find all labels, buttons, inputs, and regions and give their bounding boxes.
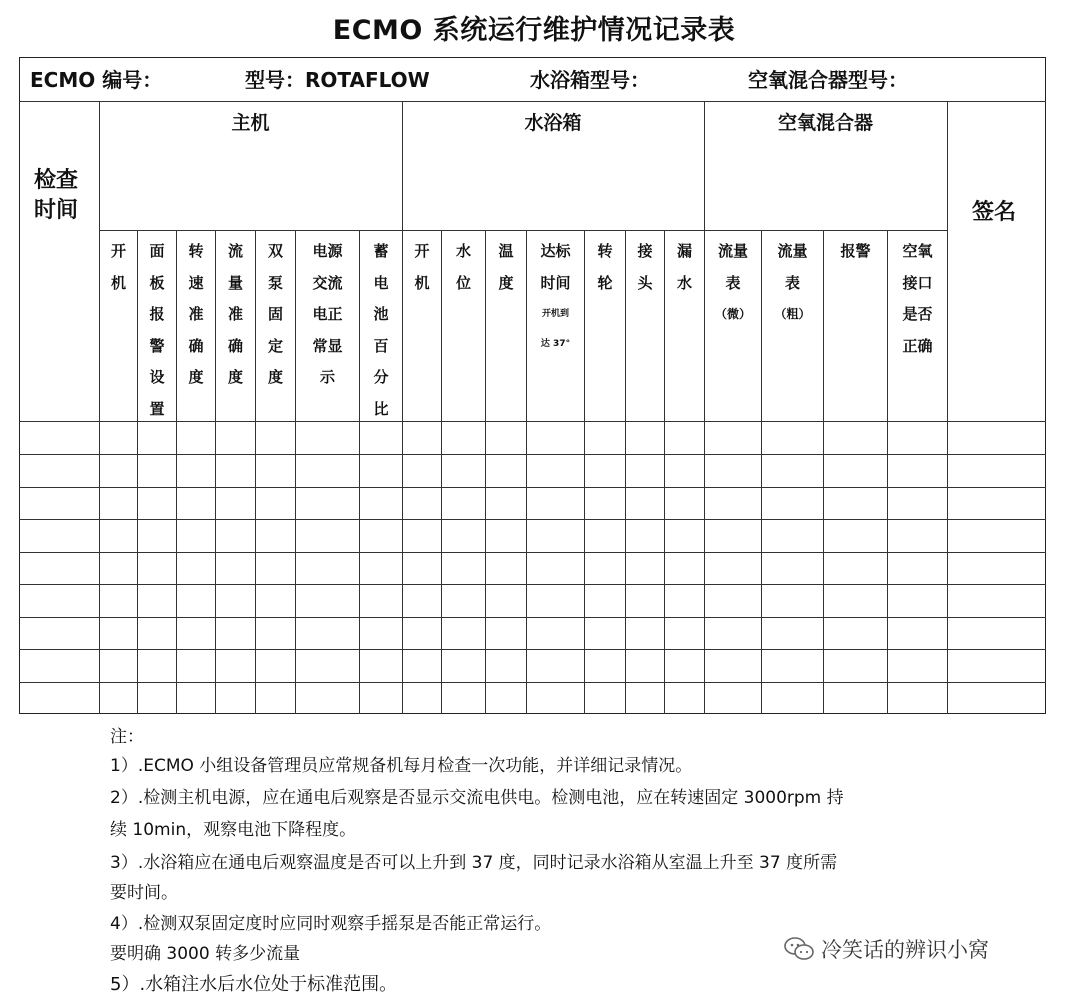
column-header: 电源 交流 电正 常显 示 <box>312 242 343 386</box>
row-divider <box>19 649 1046 650</box>
group-divider <box>704 101 705 231</box>
column-divider <box>137 230 138 714</box>
column-header: 双 泵 固 定 度 <box>267 242 283 386</box>
subheader-divider <box>99 230 947 231</box>
page-title: ECMO 系统运行维护情况记录表 <box>332 15 736 46</box>
watermark-text: 冷笑话的辨识小窝 <box>821 938 989 962</box>
column-divider <box>887 230 888 714</box>
model-label: 型号：ROTAFLOW <box>245 68 430 92</box>
column-divider <box>99 101 100 714</box>
mixer-model-label: 空氧混合器型号： <box>748 68 908 92</box>
column-divider <box>485 230 486 714</box>
column-header: 水 位 <box>455 242 471 292</box>
row-divider <box>19 421 1046 422</box>
column-header: 开 机 <box>110 242 126 292</box>
column-header: 转 轮 <box>597 242 613 292</box>
signature-header: 签名 <box>972 200 1017 225</box>
column-header: 流 量 准 确 度 <box>227 242 243 386</box>
row-divider <box>19 454 1046 455</box>
water-bath-model-label: 水浴箱型号： <box>530 68 650 92</box>
column-divider <box>402 230 403 714</box>
column-divider <box>526 230 527 714</box>
row-divider <box>19 487 1046 488</box>
note-line: 1）.ECMO 小组设备管理员应常规备机每月检查一次功能，并详细记录情况。 <box>110 756 693 776</box>
column-header: 流量 表 （微） <box>714 242 751 321</box>
info-row-divider <box>19 101 1046 102</box>
note-line: 2）.检测主机电源，应在通电后观察是否显示交流电供电。检测电池，应在转速固定 3000rpm 持 <box>110 788 844 808</box>
column-divider <box>255 230 256 714</box>
column-header: 开 机 <box>414 242 430 292</box>
chat-bubble-icon <box>783 935 815 963</box>
column-header: 转 速 准 确 度 <box>188 242 204 386</box>
watermark <box>783 934 989 964</box>
column-divider <box>823 230 824 714</box>
row-divider <box>19 682 1046 683</box>
water-bath-group-header: 水浴箱 <box>524 112 582 134</box>
note-line: 3）.水浴箱应在通电后观察温度是否可以上升到 37 度，同时记录水浴箱从室温上升至 37 度所需 <box>110 853 838 873</box>
row-divider <box>19 584 1046 585</box>
column-divider <box>441 230 442 714</box>
column-divider <box>704 230 705 714</box>
column-header: 温 度 <box>498 242 514 292</box>
column-header: 空氧 接口 是否 正确 <box>902 242 933 355</box>
column-header: 报警 <box>840 242 871 260</box>
note-line: 要明确 3000 转多少流量 <box>110 944 301 964</box>
column-divider <box>947 101 948 714</box>
column-divider <box>761 230 762 714</box>
column-divider <box>625 230 626 714</box>
host-group-header: 主机 <box>231 112 270 134</box>
note-line: 要时间。 <box>110 883 178 903</box>
row-divider <box>19 552 1046 553</box>
note-line: 4）.检测双泵固定度时应同时观察手摇泵是否能正常运行。 <box>110 914 552 934</box>
column-header: 流量 表 （粗） <box>774 242 811 321</box>
note-line: 5）.水箱注水后水位处于标准范围。 <box>110 974 398 995</box>
column-divider <box>215 230 216 714</box>
notes-heading: 注： <box>110 727 144 747</box>
group-divider <box>402 101 403 231</box>
row-divider <box>19 617 1046 618</box>
row-divider <box>19 519 1046 520</box>
column-header: 面 板 报 警 设 置 <box>149 242 165 418</box>
column-divider <box>359 230 360 714</box>
column-divider <box>176 230 177 714</box>
mixer-group-header: 空氧混合器 <box>777 112 873 134</box>
ecmo-number-label: ECMO 编号： <box>30 68 163 92</box>
note-line: 续 10min，观察电池下降程度。 <box>110 820 357 840</box>
column-divider <box>584 230 585 714</box>
column-header: 达标 时间 开机到 达 37° <box>540 242 571 349</box>
check-time-header: 检查 时间 <box>34 168 79 223</box>
column-divider <box>295 230 296 714</box>
column-header: 接 头 <box>637 242 653 292</box>
column-divider <box>664 230 665 714</box>
column-header: 漏 水 <box>676 242 692 292</box>
column-header: 蓄 电 池 百 分 比 <box>373 242 389 418</box>
